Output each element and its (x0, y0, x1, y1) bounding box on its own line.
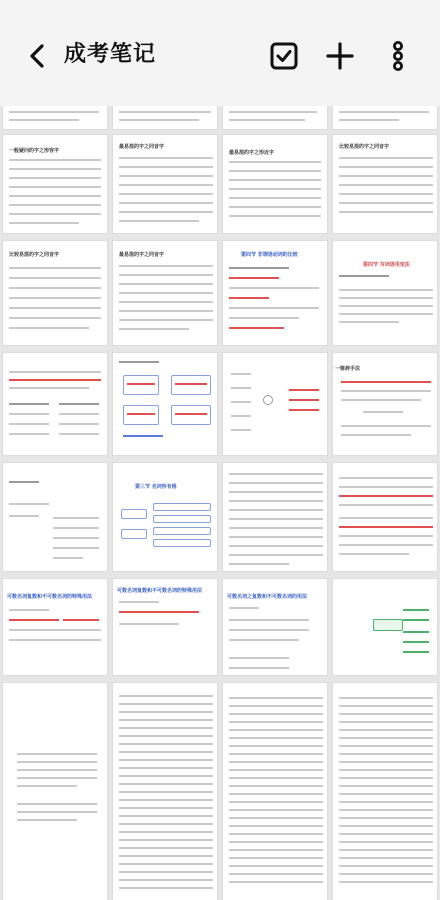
note-thumbnail-row1-col1[interactable] (112, 134, 218, 234)
note-thumbnail-row4-col0[interactable] (2, 462, 108, 572)
note-thumbnail-row0-col0[interactable] (2, 106, 108, 130)
note-thumbnail-row2-col3[interactable] (332, 240, 438, 346)
tile-heading: 比较易混的字之同音字 (9, 252, 60, 258)
tile-heading: 第四节 写词语用变法 (363, 262, 410, 268)
note-thumbnail-row2-col1[interactable] (112, 240, 218, 346)
more-vertical-icon[interactable] (380, 38, 416, 74)
note-thumbnail-row5-col3[interactable] (332, 578, 438, 676)
note-thumbnail-row2-col0[interactable] (2, 240, 108, 346)
tile-heading: 可数名词之复数和不可数名词的用法 (227, 594, 308, 600)
note-thumbnail-row1-col0[interactable] (2, 134, 108, 234)
note-thumbnail-row0-col2[interactable] (222, 106, 328, 130)
note-thumbnail-row3-col0[interactable] (2, 352, 108, 456)
plus-icon[interactable] (322, 38, 358, 74)
app-bar (0, 0, 440, 106)
note-thumbnail-row0-col1[interactable] (112, 106, 218, 130)
tile-heading: 比较易混的字之同音字 (339, 144, 390, 150)
note-thumbnail-row4-col2[interactable] (222, 462, 328, 572)
note-thumbnail-row2-col2[interactable] (222, 240, 328, 346)
note-thumbnail-row6-col1[interactable] (112, 682, 218, 900)
note-thumbnail-row6-col3[interactable] (332, 682, 438, 900)
tile-heading: 一般疑问的字之形容字 (9, 148, 60, 154)
note-thumbnail-row6-col0[interactable] (2, 682, 108, 900)
note-thumbnail-row0-col3[interactable] (332, 106, 438, 130)
notes-grid (0, 106, 440, 900)
note-thumbnail-row4-col1[interactable] (112, 462, 218, 572)
note-thumbnail-row5-col0[interactable] (2, 578, 108, 676)
tile-heading: 最易混的字之同音字 (119, 252, 165, 258)
tile-heading: 一修辞手法 (335, 366, 361, 372)
note-thumbnail-row4-col3[interactable] (332, 462, 438, 572)
tile-heading: 可数名词复数和不可数名词的特殊用法 (117, 588, 203, 594)
note-thumbnail-row6-col2[interactable] (222, 682, 328, 900)
tile-heading: 最易混的字之形近字 (229, 150, 275, 156)
tile-heading: 最易混的字之同音字 (119, 144, 165, 150)
note-thumbnail-row3-col1[interactable] (112, 352, 218, 456)
note-thumbnail-row5-col2[interactable] (222, 578, 328, 676)
tile-heading: 可数名词复数和不可数名词的特殊用法 (7, 594, 93, 600)
note-thumbnail-row1-col2[interactable] (222, 134, 328, 234)
chevron-left-icon[interactable] (20, 38, 56, 74)
tile-heading: 第四节 非谓语动词的比较 (241, 252, 298, 258)
tile-heading: 第三节 名词所有格 (135, 484, 177, 490)
page-title: 成考笔记 (64, 42, 157, 67)
note-thumbnail-row3-col3[interactable] (332, 352, 438, 456)
checkbox-icon[interactable] (266, 38, 302, 74)
note-thumbnail-row3-col2[interactable] (222, 352, 328, 456)
note-thumbnail-row5-col1[interactable] (112, 578, 218, 676)
note-thumbnail-row1-col3[interactable] (332, 134, 438, 234)
